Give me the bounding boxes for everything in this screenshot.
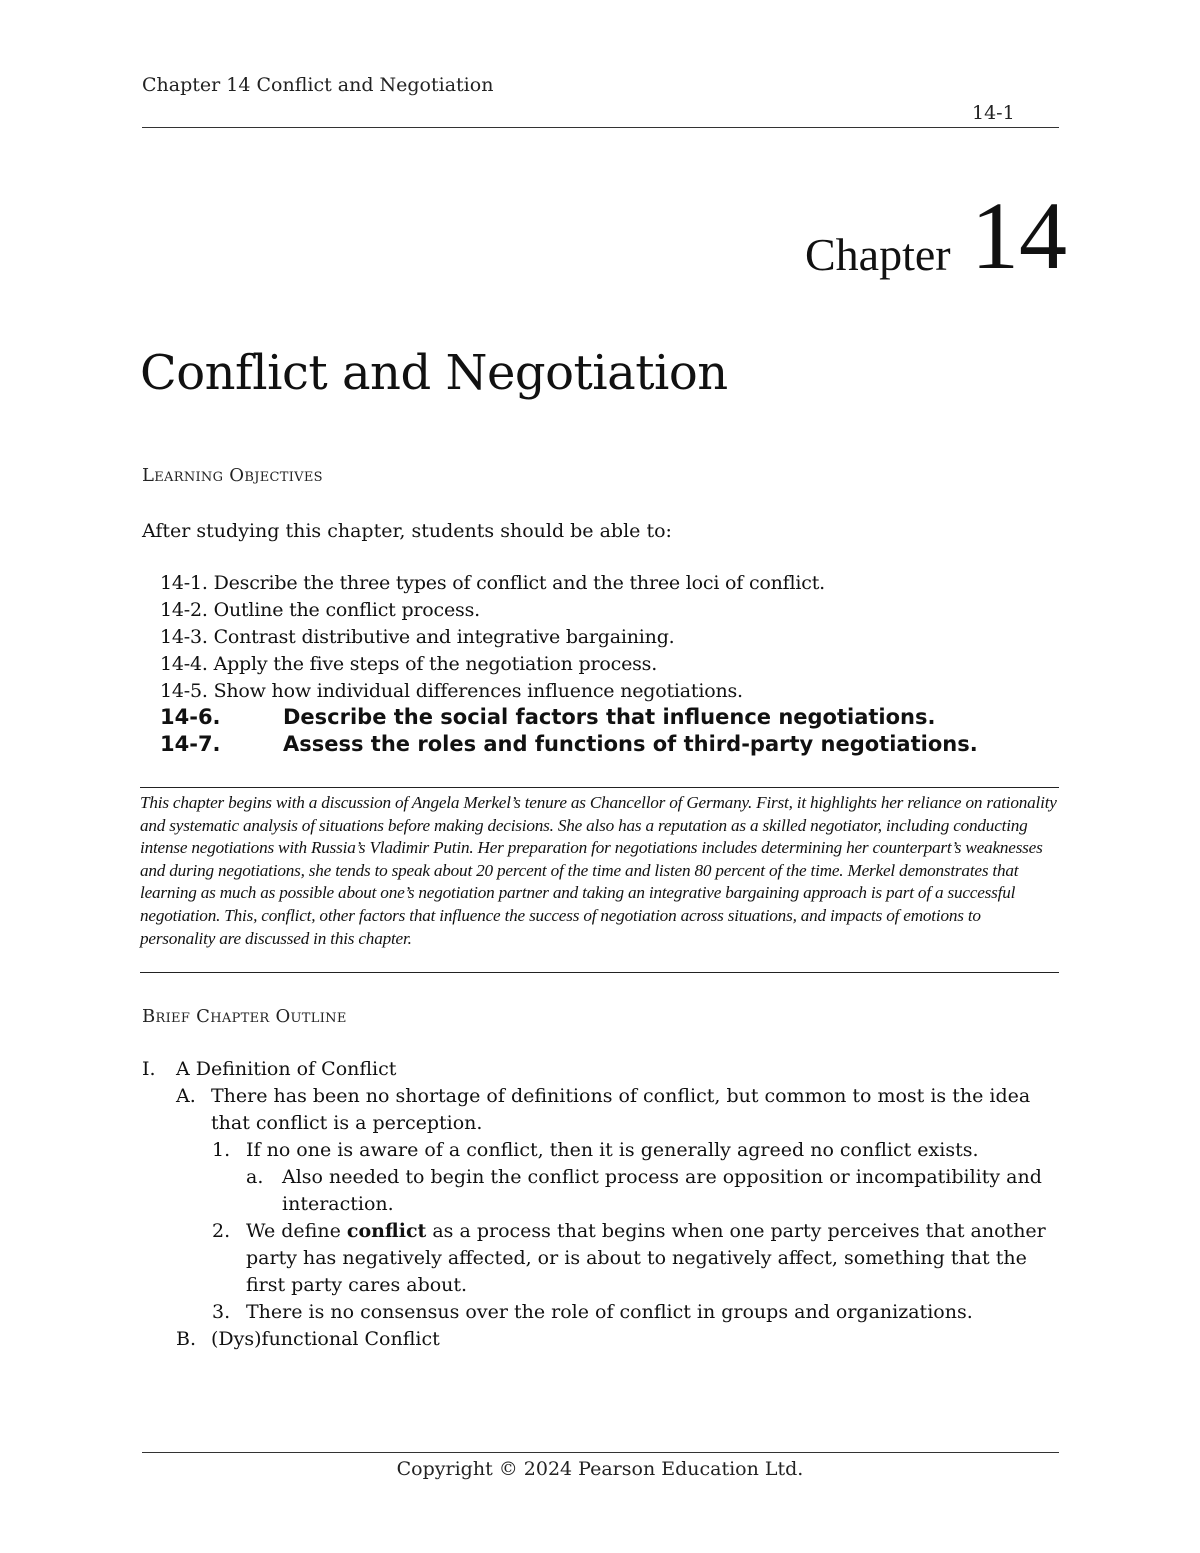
summary-top-rule	[140, 787, 1059, 788]
outline-text: If no one is aware of a conflict, then it is generally agreed no conflict exists.	[246, 1139, 979, 1161]
objective-text: Describe the social factors that influence negotiations.	[283, 705, 936, 729]
objective-item: 14-4. Apply the five steps of the negotiation process.	[160, 653, 658, 675]
outline-text: Also needed to begin the conflict process are opposition or incompatibility and interaction.	[282, 1166, 1042, 1215]
objective-number: 14-6.	[160, 705, 221, 729]
objectives-intro: After studying this chapter, students should be able to:	[142, 520, 672, 542]
outline-item-A1	[212, 1137, 1072, 1164]
outline-heading: Brief Chapter Outline	[142, 1006, 347, 1027]
objective-number: 14-7.	[160, 732, 221, 756]
summary-bottom-rule	[140, 972, 1059, 973]
outline-marker: a.	[246, 1166, 264, 1188]
outline-marker: B.	[176, 1328, 197, 1350]
objective-item-bold	[160, 732, 978, 756]
outline-text-pre: We define	[246, 1220, 347, 1242]
outline-marker: A.	[176, 1085, 196, 1107]
running-header-title: Chapter 14 Conflict and Negotiation	[142, 74, 494, 96]
chapter-label: Chapter	[805, 229, 951, 280]
objective-item: 14-2. Outline the conflict process.	[160, 599, 480, 621]
outline-item-A3	[212, 1299, 1072, 1326]
outline-text: There has been no shortage of definitions of conflict, but common to most is the idea that conflict is a perception.	[211, 1085, 1031, 1134]
page-title: Conflict and Negotiation	[140, 345, 728, 401]
outline-text-post: as a process that begins when one party perceives that another party has negatively affected, or is about to negatively affect, something that the first party cares about.	[246, 1220, 1046, 1296]
outline-marker: 3.	[212, 1301, 231, 1323]
outline-marker: I.	[142, 1058, 156, 1080]
learning-objectives-heading: Learning Objectives	[142, 465, 323, 486]
key-term: conflict	[346, 1220, 427, 1242]
page-number: 14-1	[972, 102, 1015, 124]
chapter-summary: This chapter begins with a discussion of Angela Merkel’s tenure as Chancellor of Germany. First, it highlights her reliance on rationality and systematic analysis of situations before making decisions. She also has a reputation as a skilled negotiator, including conducting intense negotiations with Russia’s Vladimir Putin. Her preparation for negotiations includes determining her counterpart’s weaknesses and during negotiations, she tends to speak about 20 percent of the time and listen 80 percent of the time. Merkel demonstrates that learning as much as possible about one’s negotiation partner and taking an integrative bargaining approach is part of a successful negotiation. This, conflict, other factors that influence the success of negotiation across situations, and impacts of emotions to personality are discussed in this chapter.	[140, 793, 1057, 948]
outline-text: There is no consensus over the role of conflict in groups and organizations.	[246, 1301, 973, 1323]
outline-item-A1a	[246, 1164, 1046, 1218]
objective-text: Assess the roles and functions of third-party negotiations.	[283, 732, 978, 756]
objective-item-bold	[160, 705, 935, 729]
header-divider	[142, 127, 1059, 128]
outline-marker: 1.	[212, 1139, 231, 1161]
chapter-number: 14	[971, 182, 1067, 289]
outline-item-B	[176, 1326, 1066, 1353]
objective-item: 14-1. Describe the three types of conflict and the three loci of conflict.	[160, 572, 825, 594]
objective-item: 14-3. Contrast distributive and integrative bargaining.	[160, 626, 675, 648]
outline-text: A Definition of Conflict	[176, 1058, 397, 1080]
footer-divider	[142, 1452, 1059, 1453]
outline-text: (Dys)functional Conflict	[211, 1328, 440, 1350]
outline-text	[246, 1218, 1058, 1299]
outline-marker: 2.	[212, 1220, 231, 1242]
outline-item-A2	[212, 1218, 1072, 1299]
objective-item: 14-5. Show how individual differences influence negotiations.	[160, 680, 743, 702]
copyright-footer: Copyright © 2024 Pearson Education Ltd.	[396, 1458, 804, 1480]
outline-item-A	[176, 1083, 1066, 1137]
